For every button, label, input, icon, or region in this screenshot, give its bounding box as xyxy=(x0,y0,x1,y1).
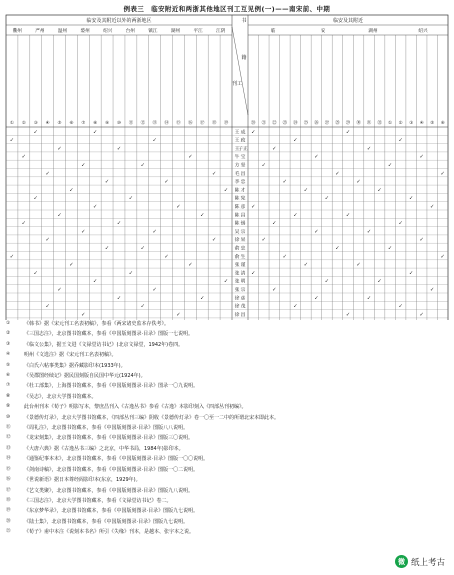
check-mark: ✓ xyxy=(152,287,157,293)
craftsman-surname: 陈 xyxy=(234,196,240,202)
check-mark: ✓ xyxy=(188,154,193,161)
check-mark: ✓ xyxy=(261,162,266,169)
craftsman-surname: 陈 xyxy=(234,221,240,227)
check-mark: ✓ xyxy=(345,129,351,136)
book-number: ② xyxy=(21,121,26,126)
check-mark: ✓ xyxy=(324,278,330,285)
book-number: ③ xyxy=(33,121,38,126)
craftsman-given: 宗 xyxy=(240,229,246,235)
check-mark: ✓ xyxy=(356,179,361,186)
book-number: ⑦ xyxy=(81,121,86,126)
book-number: ⑱ xyxy=(211,121,217,126)
check-mark: ✓ xyxy=(21,220,27,227)
check-mark: ✓ xyxy=(251,204,256,210)
book-number: ⑤ xyxy=(57,121,62,126)
check-mark: ✓ xyxy=(200,212,205,219)
footnote-number: ⑲ xyxy=(6,508,11,514)
craftsman-surname: 徐 xyxy=(234,238,240,244)
subheader-left: 湖州 xyxy=(170,29,181,34)
footnote xyxy=(6,496,426,506)
book-number: ㉘ xyxy=(335,121,340,126)
craftsman-surname: 吴 xyxy=(234,229,240,235)
footnote-number: ㉑ xyxy=(6,529,11,535)
footnote xyxy=(6,423,426,433)
footnote xyxy=(6,475,426,485)
check-mark: ✓ xyxy=(45,303,50,310)
footnote xyxy=(6,361,426,371)
footnote-number: ⑬ xyxy=(6,445,11,451)
check-mark: ✓ xyxy=(419,311,424,318)
check-mark: ✓ xyxy=(272,220,277,227)
craftsman-given: 昌 xyxy=(240,312,246,318)
check-mark: ✓ xyxy=(211,237,217,244)
region-right-label: 临安及其附近 xyxy=(332,18,364,24)
footnote xyxy=(6,527,426,537)
check-mark: ✓ xyxy=(140,245,145,252)
book-number: ㉚ xyxy=(356,121,361,126)
book-number: ④ xyxy=(45,121,50,126)
check-mark: ✓ xyxy=(345,212,351,219)
book-number: ㉗ xyxy=(324,121,330,126)
craftsman-surname: 张 xyxy=(234,288,240,293)
check-mark: ✓ xyxy=(188,262,193,269)
check-mark: ✓ xyxy=(9,137,15,144)
footnote-text: 《吴志》，北京大学图书馆藏本。 xyxy=(24,393,97,400)
craftsman-given: 宗 xyxy=(240,288,246,293)
subheader-right: 安 xyxy=(320,29,326,34)
craftsman-given: 彦 xyxy=(240,205,246,210)
book-number: ⑪ xyxy=(128,121,134,126)
check-mark: ✓ xyxy=(377,278,382,285)
check-mark: ✓ xyxy=(387,245,393,252)
check-mark: ✓ xyxy=(282,179,288,186)
check-mark: ✓ xyxy=(251,129,256,136)
footnote-text: 《临文公集》，据王文进《文禄堂访书记》(北京文禄堂，1942年)卷四。 xyxy=(24,341,184,348)
check-mark: ✓ xyxy=(408,195,414,202)
subheader-left: 镇江 xyxy=(148,29,158,34)
book-number: ⑮ xyxy=(176,121,181,126)
book-number: ⑩ xyxy=(117,121,121,126)
craftsman-surname: 方 xyxy=(234,163,240,169)
footnote-number: ③ xyxy=(6,341,11,347)
check-mark: ✓ xyxy=(335,170,340,177)
check-mark: ✓ xyxy=(104,245,110,252)
footnote xyxy=(6,381,426,391)
check-mark: ✓ xyxy=(104,179,110,186)
check-mark: ✓ xyxy=(128,270,134,277)
check-mark: ✓ xyxy=(398,303,403,310)
footnote-text: 《三国志注》，北京图书馆藏本，参看《中国版刻图录·目录》图版一七说明。 xyxy=(24,331,194,338)
craftsman-surname: 陈 xyxy=(234,188,240,194)
footnote xyxy=(6,444,426,454)
check-mark: ✓ xyxy=(366,295,372,302)
check-mark: ✓ xyxy=(9,253,15,260)
footnote-text: 《白氏六帖事类集》据乔藏影印本(1933年)。 xyxy=(24,362,126,369)
footnote-number: ⑧ xyxy=(6,393,11,399)
check-mark: ✓ xyxy=(387,162,393,169)
subheader-left: 严州 xyxy=(35,29,45,34)
name-header-label: 籍 xyxy=(241,55,247,61)
footnote-text: 《龙宋刻集》，北京图书馆藏本，参看《中国版刻图录·目录》图版三〇说明。 xyxy=(24,435,194,442)
check-mark: ✓ xyxy=(408,270,414,277)
craftsman-given: 明 xyxy=(240,279,246,285)
footnote-number: ⑫ xyxy=(6,435,11,441)
check-mark: ✓ xyxy=(419,154,424,161)
footnote xyxy=(6,486,426,496)
check-mark: ✓ xyxy=(93,278,98,285)
craftsman-surname: 俞 xyxy=(234,254,240,260)
craftsman-surname: 张 xyxy=(234,263,240,269)
book-number: ㉙ xyxy=(345,121,351,126)
check-mark: ✓ xyxy=(223,187,229,194)
craftsman-surname: 俞 xyxy=(234,246,240,252)
footnote-text: 《韩书》据《宋元刊工名表初稿》，参看《两宋诸史监本存佚考》。 xyxy=(24,321,170,327)
check-mark: ✓ xyxy=(116,295,122,302)
table-frame xyxy=(6,15,448,320)
check-mark: ✓ xyxy=(93,204,98,210)
book-number: ⑥ xyxy=(440,121,445,126)
craftsman-given: 谨 xyxy=(240,263,246,269)
check-mark: ✓ xyxy=(211,170,217,177)
check-mark: ✓ xyxy=(419,237,424,244)
check-mark: ✓ xyxy=(128,195,134,202)
book-number: ㉕ xyxy=(303,121,309,126)
check-mark: ✓ xyxy=(81,162,86,169)
footnote-number: ⑪ xyxy=(6,425,11,431)
check-mark: ✓ xyxy=(345,311,351,318)
book-number: ⑧ xyxy=(93,121,98,126)
check-mark: ✓ xyxy=(366,145,372,152)
check-mark: ✓ xyxy=(116,145,122,152)
wechat-icon: 微 xyxy=(395,555,408,568)
footnote-text: 《通鉴纪事本末》，北京图书馆藏本，参看《中国版刻图录·目录》图版一〇〇说明。 xyxy=(24,456,209,463)
footnote xyxy=(6,350,426,360)
check-mark: ✓ xyxy=(398,220,403,227)
check-mark: ✓ xyxy=(164,253,169,260)
check-mark: ✓ xyxy=(116,220,122,227)
book-number: ④ xyxy=(419,121,424,126)
craftsman-header-label: 刊工 xyxy=(231,81,243,87)
footnote xyxy=(6,454,426,464)
check-mark: ✓ xyxy=(398,137,403,144)
craftsman-surname: 毛 xyxy=(234,171,240,177)
footnote xyxy=(6,517,426,527)
check-mark: ✓ xyxy=(21,154,27,161)
footnote-number: ⑰ xyxy=(6,487,11,493)
craftsman-surname: 王 xyxy=(234,138,240,144)
footnote-text: 《景德传灯录》，北京大学图书馆藏本，《四部丛刊三编》阴收《景德传灯录》卷一〇至一二中的所谓北宋本即此本。 xyxy=(24,414,280,421)
table-title: 例表三 临安附近和两浙其他地区刊工互见例(一)——南宋前、中期 xyxy=(123,5,331,13)
craftsman-surname: 王 xyxy=(234,146,240,152)
craftsman-surname: 王 xyxy=(234,130,240,136)
craftsman-surname: 徐 xyxy=(234,296,240,302)
craftsman-surname: 张 xyxy=(234,271,240,277)
footnote-text: 《荀子》甫中本注《说刻本书名》所引《失缘》刊本，是越本、张宇本之说。 xyxy=(24,529,195,536)
check-mark: ✓ xyxy=(314,154,319,161)
footnote-number: ⑳ xyxy=(6,518,11,524)
check-mark: ✓ xyxy=(251,270,256,277)
check-mark: ✓ xyxy=(377,187,382,194)
check-mark: ✓ xyxy=(93,129,98,136)
footnote-number: ⑦ xyxy=(6,383,11,389)
book-header-label: 书 xyxy=(241,18,247,24)
book-number: ⑭ xyxy=(164,121,169,126)
footnotes xyxy=(6,319,426,538)
check-mark: ✓ xyxy=(57,287,62,293)
craftsman-given: 清 xyxy=(240,271,246,277)
footnote-number: ⑨ xyxy=(6,404,11,410)
footnote xyxy=(6,402,426,412)
craftsman-given: 宝 xyxy=(240,155,246,161)
book-number: ㉔ xyxy=(293,121,298,126)
footnote-number: ⑯ xyxy=(6,477,11,483)
footnote xyxy=(6,465,426,475)
footnote-text: 《东京梦华录》，北京图书馆藏本，参看《中国版刻图录·目录》图版九七说明。 xyxy=(24,508,199,515)
book-number: ⑫ xyxy=(140,121,145,126)
footnote-text: 《吴郡图经续记》据民国刻版自民国中华元(1924年)。 xyxy=(24,373,146,380)
footnote xyxy=(6,413,426,423)
craftsman-given: 彦 xyxy=(240,296,246,302)
craftsman-given: 成 xyxy=(240,130,246,136)
book-number: ㉜ xyxy=(377,121,382,126)
footnote-text: 此台州刊本《荀子》明影写本，黎庶昌刊入《古逸丛书》参看《古逸》本影印刻入《四部丛刊初编》。 xyxy=(24,404,247,411)
footnote xyxy=(6,340,426,350)
craftsman-diagonal xyxy=(232,27,248,115)
craftsman-given: 政 xyxy=(240,138,246,144)
check-mark: ✓ xyxy=(200,295,205,302)
book-number: ⑤ xyxy=(430,121,435,126)
footnote-text: 《三国志注》，北京大学图书馆藏本，参看《文禄堂访书记》卷二。 xyxy=(24,497,172,504)
craftsman-surname: 牛 xyxy=(234,155,240,161)
craftsman-given: 茂 xyxy=(240,304,246,310)
book-number: ⑬ xyxy=(152,121,157,126)
footnote-number: ② xyxy=(6,331,11,337)
check-mark: ✓ xyxy=(440,170,445,177)
check-mark: ✓ xyxy=(140,162,145,169)
book-number: ② xyxy=(398,121,403,126)
craftsman-given: 忠 xyxy=(240,180,246,186)
check-mark: ✓ xyxy=(272,145,277,152)
book-number: ① xyxy=(9,121,14,126)
footnote-text: 《世说新语》据日本尊经阁影印本(东京，1929年)。 xyxy=(24,477,141,484)
watermark-label: 纸上考古 xyxy=(410,557,445,568)
craftsman-surname: 陈 xyxy=(234,213,240,219)
check-mark: ✓ xyxy=(176,204,181,210)
check-mark: ✓ xyxy=(314,295,319,302)
check-mark: ✓ xyxy=(81,228,86,235)
footnote xyxy=(6,371,426,381)
check-mark: ✓ xyxy=(430,204,435,210)
footnote-text: 《剑南诗稿》，北京图书馆藏本，参看《中国版刻图录·目录》图版一〇二说明。 xyxy=(24,466,199,473)
footnote xyxy=(6,392,426,402)
book-number: ⑲ xyxy=(223,121,229,126)
book-number: ㉖ xyxy=(314,121,319,126)
book-number: ⑥ xyxy=(69,121,74,126)
check-mark: ✓ xyxy=(164,179,169,186)
subheader-left: 江阴 xyxy=(216,29,226,34)
check-mark: ✓ xyxy=(69,187,74,194)
check-mark: ✓ xyxy=(33,270,38,277)
subheader-right: 绍兴 xyxy=(418,29,428,34)
footnote-text: 《杜工部集》，上海图书馆藏本，参看《中国版刻图录·目录》图录一〇九说明。 xyxy=(24,383,199,390)
book-number: ① xyxy=(388,121,393,126)
craftsman-surname: 陈 xyxy=(234,205,240,210)
region-left-label: 临安及其附近以外的两浙地区 xyxy=(86,18,152,24)
check-mark: ✓ xyxy=(303,262,309,269)
footnote-text: 《周礼注》，北京图书馆藏本，参看《中国版刻图录·目录》图版八八说明。 xyxy=(24,425,189,432)
footnote-text: 《大唐六典》据《古逸丛书三编》之北京，中华书局，1984年)影印本。 xyxy=(24,445,184,452)
footnote-number: ⑱ xyxy=(6,497,11,503)
subheader-right: 湖州 xyxy=(368,29,378,34)
craftsman-surname: 张 xyxy=(234,279,240,285)
book-number: ⑳ xyxy=(251,121,256,126)
footnote xyxy=(6,319,426,329)
craftsman-given: 生 xyxy=(240,254,246,260)
check-mark: ✓ xyxy=(223,278,229,285)
craftsman-given: 杲 xyxy=(240,238,246,244)
footnote xyxy=(6,506,426,516)
check-mark: ✓ xyxy=(293,137,298,144)
footnote-text: 《陆士集》，北京图书馆藏本，参看《中国版刻图录·目录》图版九七说明。 xyxy=(24,518,189,525)
footnote-number: ⑭ xyxy=(6,456,11,462)
book-number: ㉑ xyxy=(261,121,266,126)
check-mark: ✓ xyxy=(45,170,50,177)
footnote-text: 《艺文类聚》，北京图书馆藏本，参看《中国版刻图录·目录》图版九八说明。 xyxy=(24,487,194,494)
craftsman-given: 昌 xyxy=(240,213,246,219)
craftsman-given: 子正 xyxy=(238,146,248,152)
subheader-left: 衢州 xyxy=(12,29,22,34)
craftsman-surname: 徐 xyxy=(234,304,240,310)
check-mark: ✓ xyxy=(57,145,62,152)
footnote-number: ⑮ xyxy=(6,466,11,472)
book-number: ⑰ xyxy=(200,121,205,126)
subheader-left: 台州 xyxy=(125,29,135,34)
check-mark: ✓ xyxy=(33,195,38,202)
craftsman-surname: 李 xyxy=(234,180,240,186)
subheader-left: 温州 xyxy=(57,29,68,34)
subheader-left: 婺州 xyxy=(80,29,90,34)
subheader-right: 临 xyxy=(270,29,276,34)
book-number: ⑨ xyxy=(105,121,110,126)
footnote-number: ⑥ xyxy=(6,373,11,379)
check-mark: ✓ xyxy=(57,212,62,219)
footnote-number: ① xyxy=(6,321,11,326)
check-mark: ✓ xyxy=(33,129,38,136)
check-mark: ✓ xyxy=(314,228,319,235)
craftsman-given: 忠 xyxy=(240,246,246,252)
check-mark: ✓ xyxy=(272,287,277,293)
check-mark: ✓ xyxy=(69,262,74,269)
footnote-number: ⑤ xyxy=(6,362,11,368)
check-mark: ✓ xyxy=(152,137,157,144)
book-number: ㉒ xyxy=(272,121,277,126)
check-mark: ✓ xyxy=(324,195,330,202)
check-mark: ✓ xyxy=(261,237,266,244)
book-number: ③ xyxy=(409,121,414,126)
subheader-left: 平江 xyxy=(193,29,203,34)
check-mark: ✓ xyxy=(303,187,309,194)
footnote-text: 明州《文选注》据《宋元刊工名表初稿》。 xyxy=(24,352,117,359)
check-mark: ✓ xyxy=(356,262,361,269)
check-mark: ✓ xyxy=(366,228,372,235)
book-number: ㉛ xyxy=(366,121,372,126)
craftsman-given: 坚 xyxy=(240,163,246,169)
watermark xyxy=(392,554,448,569)
check-mark: ✓ xyxy=(293,303,298,310)
check-mark: ✓ xyxy=(440,253,445,260)
subheader-left: 绍兴 xyxy=(103,29,113,34)
check-mark: ✓ xyxy=(81,311,86,318)
footnote xyxy=(6,433,426,443)
craftsman-given: 昌 xyxy=(240,171,246,177)
craftsman-given: 锡 xyxy=(240,221,246,227)
check-mark: ✓ xyxy=(45,237,50,244)
check-mark: ✓ xyxy=(176,311,181,318)
check-mark: ✓ xyxy=(293,212,298,219)
footnote-number: ⑩ xyxy=(6,414,11,420)
book-number: ⑯ xyxy=(188,121,193,126)
check-mark: ✓ xyxy=(140,303,145,310)
check-mark: ✓ xyxy=(282,253,288,260)
check-mark: ✓ xyxy=(335,245,340,252)
check-mark: ✓ xyxy=(152,228,157,235)
craftsman-given: 宪 xyxy=(240,196,246,202)
check-mark: ✓ xyxy=(430,287,435,293)
footnote-number: ④ xyxy=(6,352,11,358)
book-number: ㉓ xyxy=(282,121,288,126)
craftsman-given: 才 xyxy=(240,188,246,194)
craftsman-surname: 徐 xyxy=(234,312,240,318)
footnote xyxy=(6,329,426,339)
